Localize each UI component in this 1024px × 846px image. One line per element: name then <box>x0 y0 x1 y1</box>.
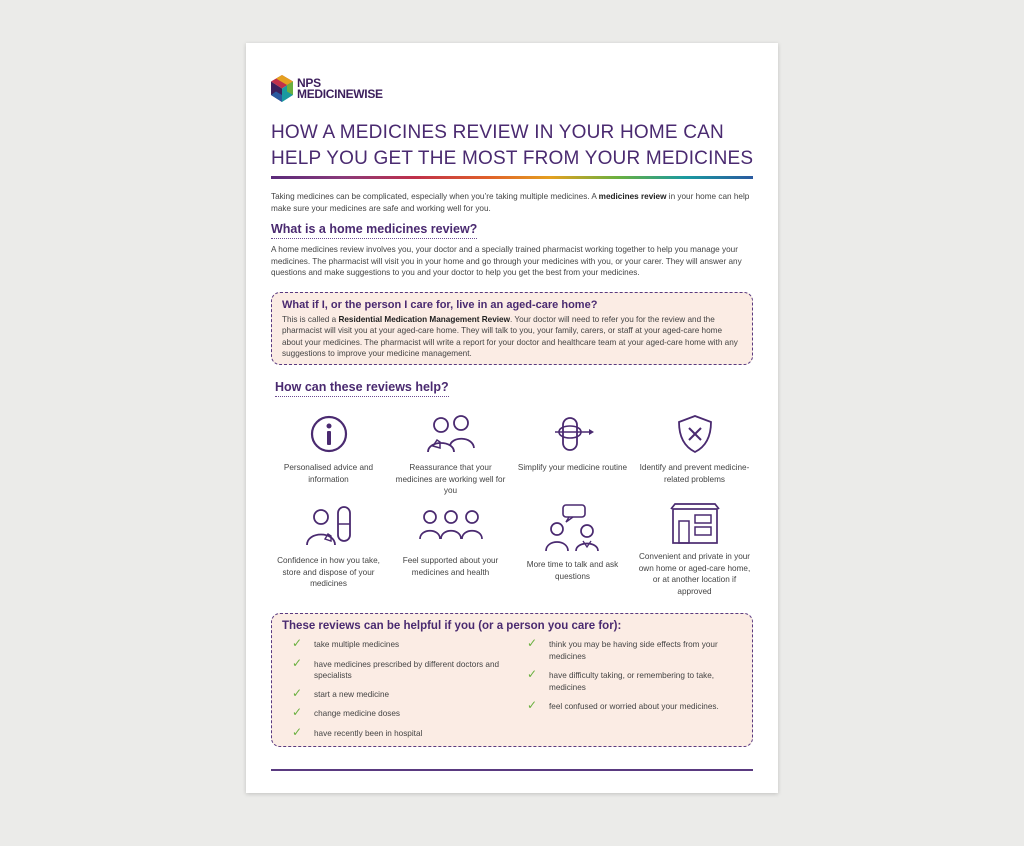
brand-name <box>297 75 383 101</box>
benefit-label: More time to talk and ask questions <box>526 560 619 581</box>
check-icon: ✓ <box>292 705 303 719</box>
footer-divider <box>271 769 753 771</box>
section-body-what-is: A home medicines review involves you, your doctor and a specially trained pharmacist working together to help you manage your medicines. The pharmacist will visit you in your home and go through your medicines with you, or your carer. They will answer any questions and make suggestions to you and your doctor to help you get the best from your medicines. <box>271 245 742 277</box>
info-icon <box>307 412 351 456</box>
benefit-item <box>637 412 752 485</box>
list-item <box>527 636 737 662</box>
benefit-label: Feel supported about your medicines and health <box>402 556 499 577</box>
benefit-item <box>393 412 508 497</box>
check-icon: ✓ <box>292 636 303 650</box>
benefit-item <box>515 412 630 474</box>
benefit-label: Reassurance that your medicines are working well for you <box>395 463 506 495</box>
benefit-label: Identify and prevent medicine-related problems <box>639 463 750 484</box>
list-item <box>292 705 512 720</box>
aged-care-callout <box>271 292 753 365</box>
callout-text-start: This is called a <box>282 315 339 324</box>
check-icon: ✓ <box>292 655 303 670</box>
list-item-text: change medicine doses <box>314 709 401 718</box>
benefit-label: Confidence in how you take, store and dispose of your medicines <box>277 556 380 588</box>
brand-line-1: NPS <box>297 75 321 90</box>
callout-body <box>282 314 742 360</box>
callout-title: What if I, or the person I care for, live in an aged-care home? <box>282 299 598 311</box>
benefit-label: Simplify your medicine routine <box>517 463 628 472</box>
hexagon-logo-icon <box>270 75 294 102</box>
section-heading-what-is: What is a home medicines review? <box>271 222 477 239</box>
check-icon: ✓ <box>292 685 303 700</box>
check-icon: ✓ <box>527 698 538 712</box>
helpful-title: These reviews can be helpful if you (or a person you care for): <box>282 620 622 632</box>
list-item-text: start a new medicine <box>314 689 390 699</box>
list-item-text: think you may be having side effects from your medicines <box>549 640 718 661</box>
benefit-label: Convenient and private in your own home or aged-care home, or at another location if approved <box>638 552 751 596</box>
list-item <box>292 636 512 651</box>
list-item-text: have difficulty taking, or remembering to take, medicines <box>549 671 715 692</box>
benefit-item <box>393 503 508 578</box>
title-line-2: HELP YOU GET THE MOST FROM YOUR MEDICINES <box>271 148 754 169</box>
helpful-if-box <box>271 613 753 747</box>
section-heading-how-help: How can these reviews help? <box>275 380 449 397</box>
benefit-label: Personalised advice and information <box>283 463 374 484</box>
list-item <box>292 685 512 701</box>
conversation-icon <box>543 503 603 553</box>
benefit-item <box>515 503 630 582</box>
list-item <box>527 667 737 693</box>
brand-logo <box>270 75 383 102</box>
helpful-list-right <box>527 636 737 713</box>
check-icon: ✓ <box>527 636 538 650</box>
brand-line-2: MEDICINEWISE <box>297 86 383 101</box>
check-icon: ✓ <box>527 667 538 681</box>
pill-routine-icon <box>549 412 597 456</box>
check-icon: ✓ <box>292 724 303 739</box>
rainbow-divider <box>271 176 753 179</box>
list-item <box>292 655 512 682</box>
benefit-item <box>637 501 752 597</box>
benefit-item <box>271 412 386 485</box>
intro-text-start: Taking medicines can be complicated, especially when you’re taking multiple medicines. A <box>271 192 599 201</box>
title-line-1: HOW A MEDICINES REVIEW IN YOUR HOME CAN <box>271 122 724 143</box>
reassurance-people-icon <box>423 412 479 456</box>
list-item-text: take multiple medicines <box>314 640 400 649</box>
building-icon <box>667 501 723 545</box>
intro-paragraph <box>271 191 756 214</box>
page-title <box>271 120 761 172</box>
shield-x-icon <box>673 412 717 456</box>
list-item-text: feel confused or worried about your medicines. <box>549 702 719 711</box>
helpful-list-left <box>292 636 512 739</box>
list-item-text: have medicines prescribed by different doctors and specialists <box>314 659 500 680</box>
benefit-item <box>271 503 386 590</box>
list-item <box>292 724 512 740</box>
callout-text-end: . Your doctor will need to refer you for the review and the pharmacist will visit you at your aged-care home. They will talk to you, your family, carers, or staff at your aged-care home about your medicines. The pharmacist will write a report for your doctor and healthcare team at your aged-care home with any suggestions to improve your medicine management. <box>282 315 738 359</box>
person-pill-icon <box>301 503 357 549</box>
list-item <box>527 698 737 713</box>
group-people-icon <box>418 503 484 549</box>
intro-bold-term: medicines review <box>598 192 667 201</box>
callout-bold-term: Residential Medication Management Review <box>338 315 510 324</box>
list-item-text: have recently been in hospital <box>314 728 423 738</box>
intro-text-end: in your home can help make sure your medicines are safe and working well for you. <box>271 192 750 213</box>
document-page <box>246 43 778 793</box>
